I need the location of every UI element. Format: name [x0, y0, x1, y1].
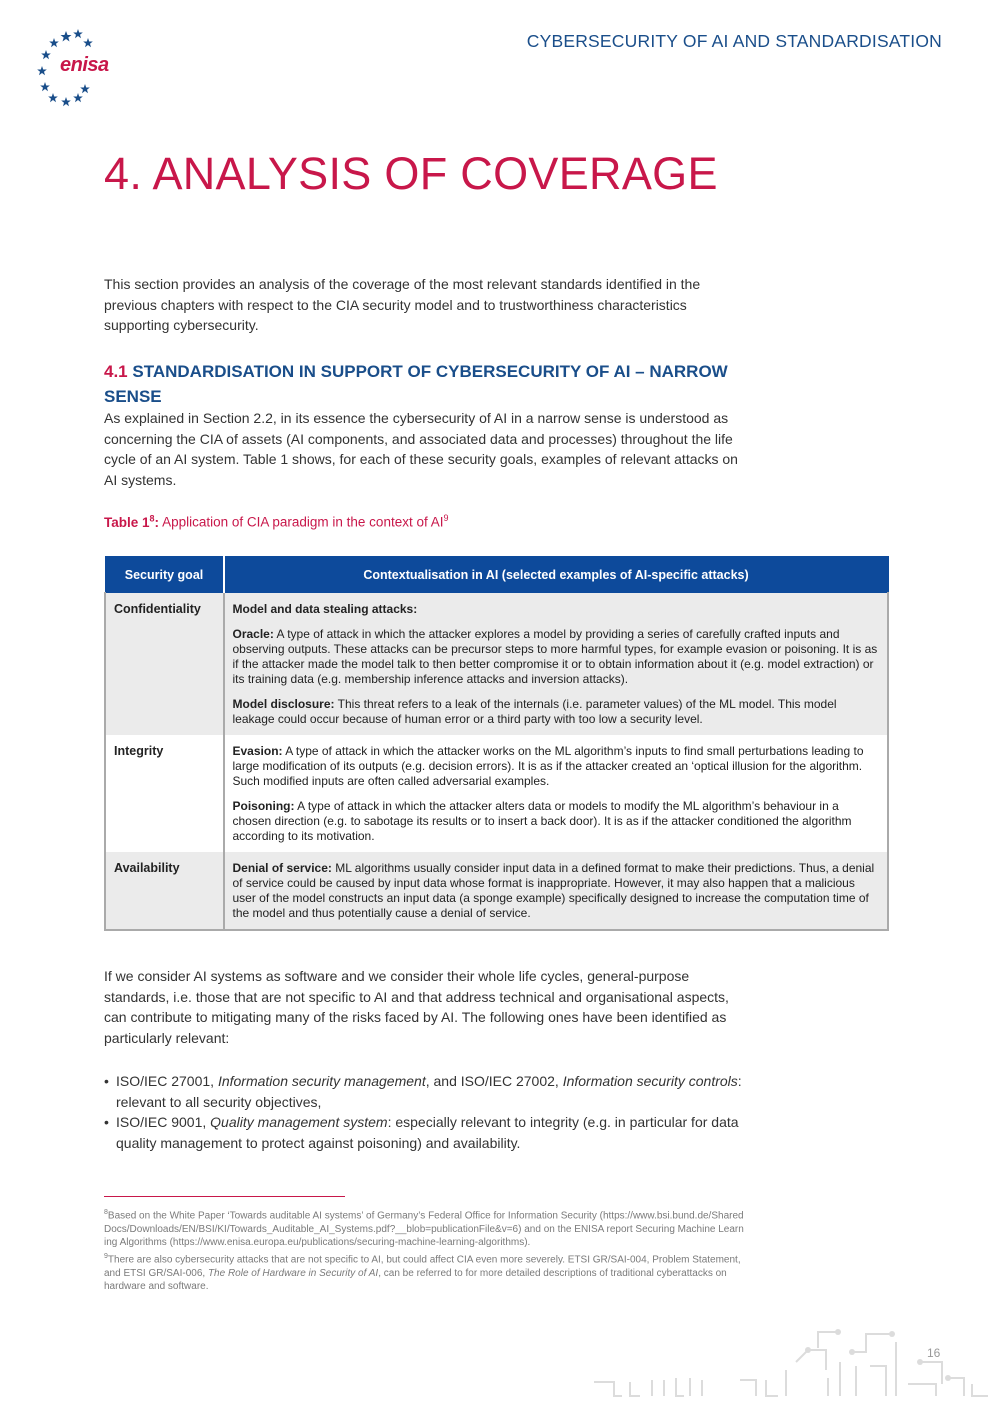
circuit-decoration-icon [590, 1322, 992, 1403]
list-item: • ISO/IEC 27001, Information security management, and ISO/IEC 27002, Information security controls: relevant to all security objectives, [104, 1071, 744, 1112]
attack-description: A type of attack in which the attacker alters data or models to modify the ML algorithm’s behaviour in a chosen direction (e.g. to sabotage its results or to insert a back door). It is as if the attacker conditioned the algorithm according to its motivation. [232, 799, 852, 843]
standards-list [104, 1071, 744, 1153]
goal-cell: Availability [105, 852, 224, 930]
table-row [105, 593, 888, 736]
caption-label: Table 1 [104, 514, 150, 530]
footnote-8: $^8$Based on the White Paper ‘Towards auditable AI systems’ of Germany’s Federal Office for Information Security (https://www.bsi.bund.de/SharedDocs/Downloads/EN/BSI/KI/Towards_Auditable_AI_Systems.pdf?__blob=publicationFile&v=6) and on the ENISA report Securing Machine Learning Algorithms (https://www.enisa.europa.eu/publications/securing-machine-learning-algorithms). [104, 1209, 744, 1249]
footnote-9: $^9$There are also cybersecurity attacks that are not specific to AI, but could affect CIA even more severely. ETSI GR/SAI-004, Problem Statement, and ETSI GR/SAI-006, The Role of Hardware in Security of AI, can be referred to for more detailed descriptions of traditional cyberattacks on hardware and software. [104, 1252, 741, 1293]
enisa-logo [30, 26, 122, 112]
context-cell [224, 735, 889, 852]
post-table-paragraph: If we consider AI systems as software and we consider their whole life cycles, general-purpose standards, i.e. those that are not specific to AI and that address technical and organisational aspects, can contribute to mitigating many of the risks faced by AI. The following ones have been identified as particularly relevant: [104, 968, 729, 1046]
cia-table [104, 556, 889, 931]
page-number: 16 [927, 1346, 941, 1360]
chapter-title: 4. ANALYSIS OF COVERAGE [104, 148, 718, 199]
context-cell [224, 593, 889, 736]
section-number: 4.1 [104, 362, 128, 381]
section-paragraph: As explained in Section 2.2, in its essence the cybersecurity of AI in a narrow sense is understood as concerning the CIA of assets (AI components, and associated data and processes) throughout the life cycle of an AI system. Table 1 shows, for each of these security goals, examples of relevant attacks on AI systems. [104, 410, 738, 488]
header-contextualisation: Contextualisation in AI (selected examples of AI-specific attacks) [224, 557, 889, 593]
goal-cell: Confidentiality [105, 593, 224, 736]
context-cell [224, 852, 889, 930]
list-item: • ISO/IEC 9001, Quality management system: especially relevant to integrity (e.g. in particular for data quality management to protect against poisoning) and availability. [104, 1112, 744, 1153]
attack-term: Model disclosure: [232, 697, 335, 711]
table-header-row [105, 557, 888, 593]
attack-description: A type of attack in which the attacker explores a model by providing a series of carefully crafted inputs and observing outputs. These attacks can be precursor steps to more harmful types, for example evasion or poisoning. It is as if the attacker made the model talk to then better compromise it or to obtain information about it (e.g. model extraction) or its training data (e.g. membership inference attacks and inversion attacks). [232, 627, 878, 686]
intro-paragraph: This section provides an analysis of the coverage of the most relevant standards identified in the previous chapters with respect to the CIA security model and to trustworthiness characteristics supporting cybersecurity. [104, 276, 701, 333]
caption-text: Application of CIA paradigm in the context of AI [162, 514, 444, 530]
caption-footnote-ref-2[interactable]: 9 [443, 513, 449, 523]
row-intro: Model and data stealing attacks: [232, 602, 418, 616]
attack-description: This threat refers to a leak of the internals (i.e. parameter values) of the ML model. This model leakage could occur because of human error or a third party with too low a security level. [232, 697, 837, 726]
caption-footnote-ref[interactable]: 8 [149, 513, 155, 523]
logo-text: enisa [60, 54, 109, 76]
table-caption [104, 513, 449, 530]
attack-term: Poisoning: [232, 799, 295, 813]
caption-colon: : [154, 514, 160, 530]
running-header: CYBERSECURITY OF AI AND STANDARDISATION [526, 31, 942, 51]
section-title: STANDARDISATION IN SUPPORT OF CYBERSECURITY OF AI – NARROW SENSE [104, 362, 728, 406]
attack-term: Oracle: [232, 627, 274, 641]
attack-term: Denial of service: [232, 861, 332, 875]
table-row [105, 735, 888, 852]
goal-cell: Integrity [105, 735, 224, 852]
attack-description: A type of attack in which the attacker works on the ML algorithm’s inputs to find small perturbations leading to large modification of its outputs (e.g. decision errors). It is as if the attacker created an ‘optical illusion for the algorithm. Such modified inputs are often called adversarial examples. [232, 744, 864, 788]
attack-description: ML algorithms usually consider input data in a defined format to make their predictions. Thus, a denial of service could be caused by input data whose format is inappropriate. However, it may also happen that a malicious user of the model constructs an input data (a sponge example) specifically designed to increase the computation time of the model and thus potentially cause a denial of service. [232, 861, 875, 920]
header-security-goal: Security goal [105, 557, 224, 593]
footnotes [104, 1206, 744, 1294]
footnote-divider [104, 1196, 345, 1197]
attack-term: Evasion: [232, 744, 283, 758]
section-heading [104, 359, 744, 409]
table-row [105, 852, 888, 930]
